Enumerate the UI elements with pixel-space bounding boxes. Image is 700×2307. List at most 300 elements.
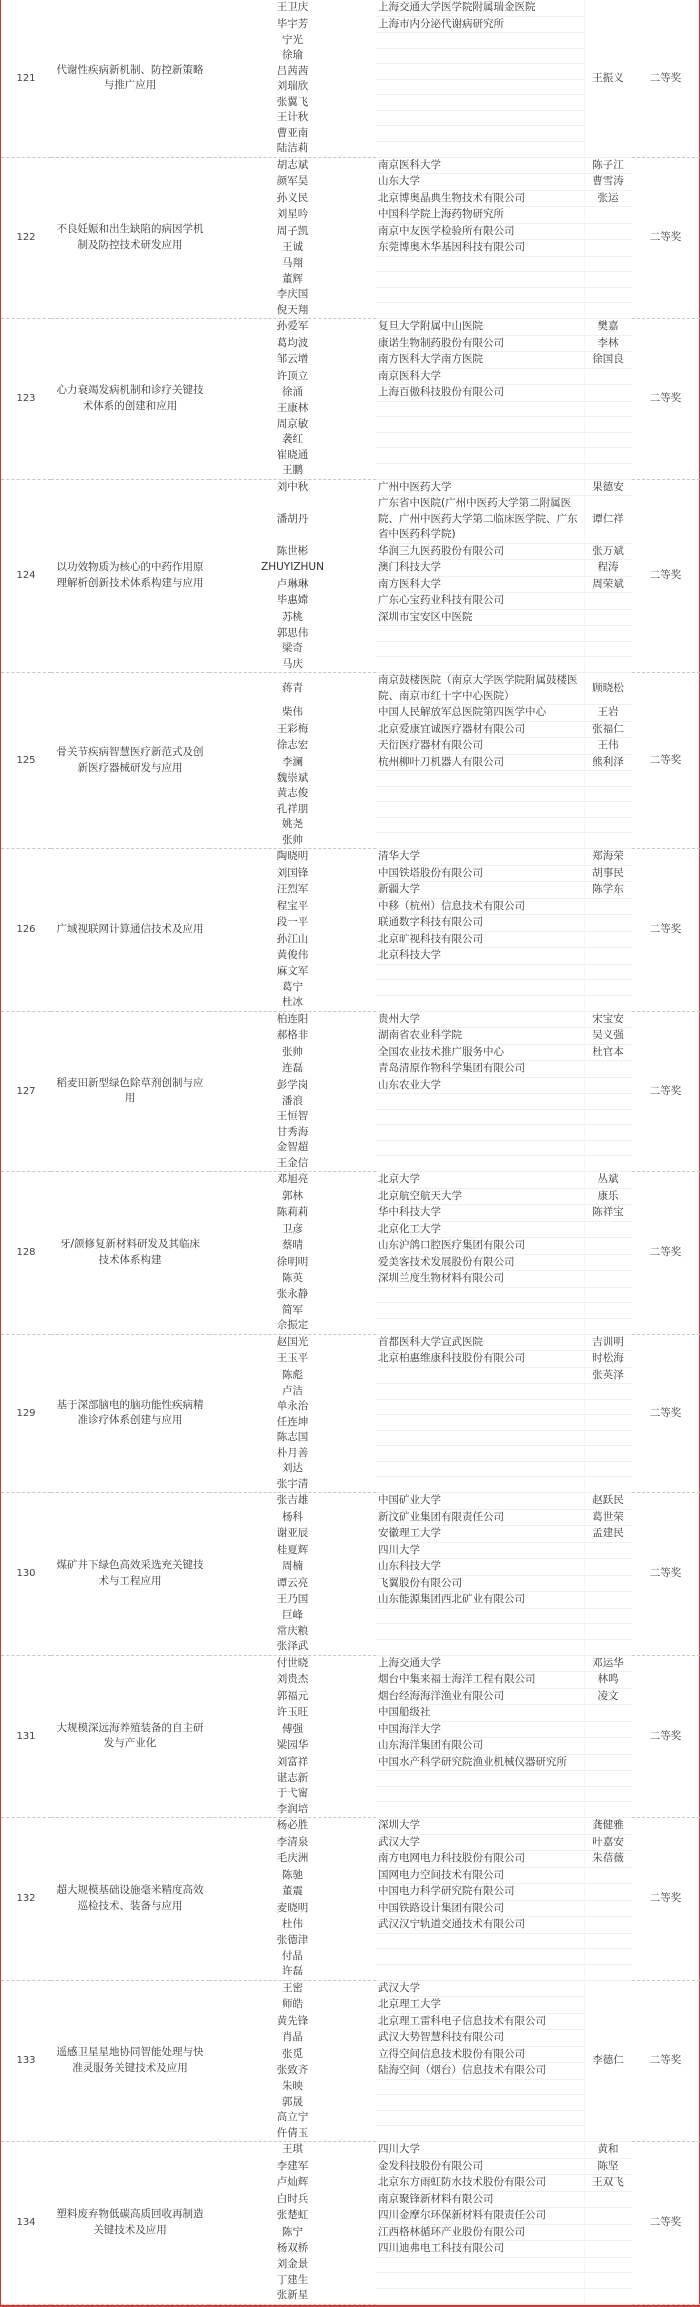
completing-unit <box>376 1384 584 1400</box>
nominator-name: 林鸣 <box>584 1672 632 1689</box>
nominator-name <box>584 1802 632 1818</box>
completing-unit: 深圳市宝安区中医院 <box>376 609 584 626</box>
completing-unit: 澳门科技大学 <box>376 560 584 577</box>
award-level: 二等奖 <box>649 2216 682 2228</box>
project-number: 125 <box>16 754 36 766</box>
completing-unit <box>376 401 584 417</box>
nominator-name: 王振义 <box>584 0 632 157</box>
completing-unit: 上海交通大学医学院附属瑞金医院 <box>376 0 584 16</box>
member-name: 陈宁 <box>282 2225 303 2238</box>
completing-unit: 中移（杭州）信息技术有限公司 <box>376 898 584 915</box>
member-name: 王鹏 <box>282 464 303 476</box>
completing-unit <box>376 626 584 642</box>
nominator-name: 孟建民 <box>584 1526 632 1543</box>
completing-unit <box>376 1318 584 1334</box>
completing-unit: 北京博奥晶典生物技术有限公司 <box>376 190 584 207</box>
member-name: 佘振定 <box>276 1319 309 1331</box>
member-name: 宁光 <box>282 33 303 46</box>
completing-unit: 武汉大学 <box>376 1981 584 1997</box>
completing-unit <box>376 1446 584 1462</box>
member-name: 付晶 <box>282 1949 303 1962</box>
member-name: 许玉旺 <box>276 1706 309 1718</box>
completing-unit: 天衍医疗器材有限公司 <box>376 738 584 755</box>
nominator-name: 谭仁祥 <box>584 496 632 544</box>
completing-unit: 烟台经海海洋渔业有限公司 <box>376 1688 584 1705</box>
nominator-name <box>584 1867 632 1884</box>
nominator-name <box>584 1140 632 1156</box>
member-name: 杨双桥 <box>276 2242 309 2254</box>
member-name: 常庆粮 <box>276 1624 309 1637</box>
nominator-name: 吉训明 <box>584 1335 632 1351</box>
member-name: 毛庆洲 <box>276 1852 309 1864</box>
nominator-name <box>584 417 632 433</box>
member-name: 张永静 <box>276 1288 309 1300</box>
nominator-name <box>584 1287 632 1303</box>
member-name: 仵倩玉 <box>276 2126 309 2139</box>
project-title: 稻麦田新型绿色除草剂创制与应用 <box>56 1076 204 1105</box>
member-name: 徐瑜 <box>282 49 303 61</box>
completing-unit: 南方电网电力科技股份有限公司 <box>376 1851 584 1868</box>
member-name: 王琪 <box>282 2143 303 2156</box>
member-name: 朱映 <box>282 2080 303 2092</box>
member-name: 于弋甯 <box>276 1787 309 1799</box>
member-name: 姚尧 <box>282 818 303 830</box>
member-name: 潘胡丹 <box>276 512 309 525</box>
member-name: 张帅 <box>282 833 303 846</box>
nominator-name <box>584 1156 632 1172</box>
nominator-name <box>584 1415 632 1431</box>
award-level: 二等奖 <box>649 1084 682 1097</box>
completing-unit: 南方医科大学南方医院 <box>376 352 584 369</box>
completing-unit: 广东心宝药业科技有限公司 <box>376 593 584 610</box>
project-number: 127 <box>16 1085 36 1097</box>
member-name: 王卫庆 <box>276 1 309 14</box>
completing-unit <box>376 287 584 303</box>
member-name: 郝格非 <box>276 1029 309 1041</box>
nominator-name <box>584 1271 632 1288</box>
completing-unit: 新疆大学 <box>376 882 584 899</box>
member-name: 王诚 <box>282 241 303 253</box>
member-name: 单永治 <box>276 1400 309 1412</box>
nominator-name <box>584 931 632 948</box>
completing-unit <box>376 141 584 157</box>
nominator-name: 陈坚 <box>584 2158 632 2175</box>
nominator-name: 张万斌 <box>584 543 632 560</box>
project-number: 128 <box>16 1247 36 1258</box>
project-number: 130 <box>16 1568 36 1579</box>
member-name: 苏桃 <box>282 610 303 623</box>
nominator-name <box>584 207 632 224</box>
nominator-name <box>584 385 632 402</box>
member-name: 董辉 <box>282 272 303 285</box>
completing-unit <box>376 256 584 272</box>
nominator-name <box>584 1964 632 1980</box>
project-title: 遥感卫星星地协同智能处理与快准灵服务关键技术及应用 <box>56 2046 204 2074</box>
nominator-name: 陈子江 <box>584 158 632 174</box>
project-title: 基于深部脑电的脑功能性疾病精准诊疗体系创建与应用 <box>56 1398 204 1427</box>
nominator-name: 叶嘉安 <box>584 1834 632 1851</box>
member-name: 袭红 <box>282 433 303 445</box>
member-name: 刘达 <box>282 1462 303 1474</box>
nominator-name: 王岩 <box>584 705 632 722</box>
award-level: 二等奖 <box>649 71 682 84</box>
completing-unit: 中国海洋大学 <box>376 1721 584 1738</box>
completing-unit <box>376 1624 584 1640</box>
completing-unit: 四川大学 <box>376 1542 584 1559</box>
member-name: 马翔 <box>282 257 303 269</box>
nominator-name <box>584 1254 632 1271</box>
completing-unit <box>376 1461 584 1477</box>
member-name: 傅强 <box>282 1722 303 1735</box>
member-name: 潘浪 <box>282 1094 303 1107</box>
completing-unit: 安徽理工大学 <box>376 1526 584 1543</box>
completing-unit <box>376 1771 584 1787</box>
completing-unit <box>376 802 584 818</box>
completing-unit: 中国铁路设计集团有限公司 <box>376 1900 584 1917</box>
completing-unit: 北京柏惠维康科技股份有限公司 <box>376 1351 584 1368</box>
member-name: 毕宇芳 <box>276 17 309 30</box>
completing-unit: 北京大学 <box>376 1172 584 1188</box>
nominator-name <box>584 256 632 272</box>
project-title: 以功效物质为核心的中药作用原理解析创新技术体系构建与应用 <box>56 561 204 589</box>
table-row <box>1 319 700 480</box>
project-title: 广域视联网计算通信技术及应用 <box>56 923 204 935</box>
nominator-name <box>584 1771 632 1787</box>
completing-unit: 山东海洋集团有限公司 <box>376 1738 584 1755</box>
project-title: 超大规模基础设施毫米精度高效巡检技术、装备与应用 <box>56 1884 204 1912</box>
completing-unit <box>376 1287 584 1303</box>
nominator-name: 郑海荣 <box>584 849 632 865</box>
project-number: 134 <box>16 2217 36 2228</box>
member-name: 蔡晴 <box>282 1239 303 1251</box>
project-number: 133 <box>16 2055 36 2066</box>
nominator-name <box>584 833 632 849</box>
nominator-name <box>584 786 632 802</box>
member-name: 巨峰 <box>282 1609 303 1621</box>
nominator-name: 赵跃民 <box>584 1493 632 1509</box>
completing-unit: 中国电力科学研究院有限公司 <box>376 1884 584 1901</box>
project-title: 大规模深远海养殖装备的自主研发与产业化 <box>56 1721 204 1750</box>
nominator-name: 周荣斌 <box>584 576 632 593</box>
member-name: 王乃国 <box>276 1593 309 1605</box>
member-name: 刘国锋 <box>276 866 309 879</box>
completing-unit: 山东能源集团西北矿业有限公司 <box>376 1592 584 1609</box>
completing-unit <box>376 2079 584 2095</box>
completing-unit <box>376 463 584 479</box>
award-level: 二等奖 <box>649 923 682 935</box>
member-name: 杨科 <box>282 1510 303 1523</box>
completing-unit <box>376 1639 584 1655</box>
nominator-name <box>584 1077 632 1094</box>
member-name: 汪烈军 <box>276 883 309 895</box>
completing-unit: 东莞博奥木华基因科技有限公司 <box>376 240 584 257</box>
project-number: 123 <box>16 393 36 404</box>
project-title: 代谢性疾病新机制、防控新策略与推广应用 <box>56 63 204 92</box>
completing-unit <box>376 2095 584 2111</box>
completing-unit <box>376 641 584 657</box>
member-name: 张新星 <box>276 2289 309 2301</box>
member-name: 肖晶 <box>282 2031 303 2043</box>
member-name: 张德津 <box>276 1934 309 1946</box>
completing-unit <box>376 1933 584 1949</box>
completing-unit <box>376 1608 584 1624</box>
member-name: 郭晟 <box>282 2095 303 2108</box>
award-level: 二等奖 <box>649 1246 682 1258</box>
member-name: 胡志斌 <box>276 158 309 171</box>
completing-unit: 中国科学院上海药物研究所 <box>376 207 584 224</box>
completing-unit: 贵州大学 <box>376 1012 584 1028</box>
member-name: 李庆国 <box>276 288 309 300</box>
completing-unit: 北京理工大学 <box>376 1997 584 2014</box>
nominator-name <box>584 2257 632 2273</box>
completing-unit: 青岛清原作物科学集团有限公司 <box>376 1061 584 1078</box>
nominator-name <box>584 641 632 657</box>
completing-unit: 南京聚锋新材料有限公司 <box>376 2191 584 2208</box>
nominator-name: 徐国良 <box>584 352 632 369</box>
member-name: 黄俊伟 <box>276 949 309 961</box>
nominator-name <box>584 1738 632 1755</box>
completing-unit <box>376 1303 584 1319</box>
completing-unit: 陆海空间（烟台）信息技术有限公司 <box>376 2063 584 2080</box>
nominator-name <box>584 1884 632 1901</box>
member-name: 张觅 <box>282 2047 303 2060</box>
award-level: 二等奖 <box>649 1567 682 1579</box>
member-name: 朴月善 <box>276 1446 309 1459</box>
completing-unit: 华中科技大学 <box>376 1205 584 1222</box>
member-name: 李清泉 <box>276 1835 309 1848</box>
completing-unit: 四川迪弗电工科技有限公司 <box>376 2241 584 2258</box>
nominator-name <box>584 1754 632 1771</box>
nominator-name: 吴义强 <box>584 1028 632 1045</box>
completing-unit <box>376 2257 584 2273</box>
nominator-name <box>584 771 632 787</box>
nominator-name: 李林 <box>584 335 632 352</box>
completing-unit <box>376 1964 584 1980</box>
nominator-name: 樊嘉 <box>584 319 632 335</box>
completing-unit <box>376 786 584 802</box>
completing-unit: 广州中医药大学 <box>376 480 584 496</box>
project-title: 煤矿井下绿色高效采选充关键技术与工程应用 <box>56 1559 204 1587</box>
nominator-name <box>584 1384 632 1400</box>
completing-unit: 爱美客技术发展股份有限公司 <box>376 1254 584 1271</box>
completing-unit: 南京中友医学检验所有限公司 <box>376 223 584 240</box>
nominator-name <box>584 948 632 965</box>
table-row <box>1 1172 700 1335</box>
member-name: 卢灿辉 <box>276 2176 309 2188</box>
completing-unit <box>376 417 584 433</box>
completing-unit: 中国船级社 <box>376 1705 584 1722</box>
award-level: 二等奖 <box>649 392 682 404</box>
member-name: 马庆 <box>282 657 303 670</box>
completing-unit: 康诺生物制药股份有限公司 <box>376 335 584 352</box>
completing-unit <box>376 833 584 849</box>
nominator-name <box>584 272 632 288</box>
nominator-name <box>584 1721 632 1738</box>
member-name: 谌志新 <box>276 1771 309 1784</box>
nominator-name: 王伟 <box>584 738 632 755</box>
nominator-name <box>584 240 632 257</box>
completing-unit <box>376 2110 584 2126</box>
completing-unit <box>376 1802 584 1818</box>
nominator-name: 顾晓松 <box>584 673 632 705</box>
completing-unit: 武汉大学 <box>376 1834 584 1851</box>
member-name: 孙义民 <box>276 191 309 204</box>
completing-unit <box>376 980 584 996</box>
nominator-name <box>584 1639 632 1655</box>
completing-unit <box>376 1786 584 1802</box>
member-name: 葛均波 <box>276 336 309 349</box>
member-name: 陈驰 <box>282 1868 303 1881</box>
member-name: 卫彦 <box>282 1222 303 1235</box>
member-name: 任连坤 <box>276 1415 309 1428</box>
project-number: 129 <box>16 1407 36 1419</box>
completing-unit: 上海市内分泌代谢病研究所 <box>376 16 584 33</box>
member-name: 张楚虹 <box>276 2209 309 2221</box>
completing-unit: 山东大学 <box>376 174 584 191</box>
member-name: 刘金景 <box>276 2258 309 2270</box>
completing-unit: 南京医科大学 <box>376 158 584 174</box>
nominator-name: 果德安 <box>584 480 632 496</box>
completing-unit: 首都医科大学宣武医院 <box>376 1335 584 1351</box>
member-name: 陈莉莉 <box>276 1206 309 1218</box>
member-name: 梁奇 <box>282 642 303 654</box>
nominator-name <box>584 626 632 642</box>
member-name: 白时兵 <box>276 2192 309 2205</box>
nominator-name <box>584 2241 632 2258</box>
nominator-name <box>584 2288 632 2304</box>
completing-unit: 中国人民解放军总医院第四医学中心 <box>376 705 584 722</box>
nominator-name: 邓运华 <box>584 1656 632 1672</box>
nominator-name: 曹雪涛 <box>584 174 632 191</box>
member-name: 陶晓明 <box>276 850 309 863</box>
completing-unit <box>376 1140 584 1156</box>
member-name: 简军 <box>282 1303 303 1316</box>
completing-unit: 新汶矿业集团有限责任公司 <box>376 1509 584 1526</box>
award-level: 二等奖 <box>649 231 682 243</box>
member-name: 麦晓明 <box>276 1901 309 1914</box>
nominator-name <box>584 1303 632 1319</box>
member-name: 张翼飞 <box>276 95 309 108</box>
nominator-name <box>584 802 632 818</box>
nominator-name <box>584 1624 632 1640</box>
member-name: 丁建生 <box>276 2273 309 2286</box>
nominator-name <box>584 593 632 610</box>
member-name: 刘中秋 <box>276 480 309 493</box>
completing-unit: 江西格林循环产业股份有限公司 <box>376 2224 584 2241</box>
completing-unit <box>376 1367 584 1384</box>
member-name: 付世晓 <box>276 1656 309 1669</box>
member-name: 陆洁莉 <box>276 142 309 154</box>
nominator-name <box>584 463 632 479</box>
member-name: 李建军 <box>276 2159 309 2172</box>
award-level: 二等奖 <box>649 2054 682 2066</box>
project-title: 塑料废弃物低碳高质回收再制造关键技术及应用 <box>56 2208 204 2236</box>
member-name: 孙江山 <box>276 932 309 945</box>
nominator-name: 陈祥宝 <box>584 1205 632 1222</box>
member-name: 陈英 <box>282 1272 303 1284</box>
nominator-name <box>584 448 632 464</box>
completing-unit <box>376 817 584 833</box>
nominator-name: 时松海 <box>584 1351 632 1368</box>
completing-unit <box>376 964 584 980</box>
completing-unit <box>376 1477 584 1493</box>
member-name: 甘秀海 <box>276 1125 309 1138</box>
completing-unit <box>376 48 584 64</box>
completing-unit <box>376 657 584 673</box>
nominator-name: 程涛 <box>584 560 632 577</box>
nominator-name <box>584 1786 632 1802</box>
nominator-name: 杜官本 <box>584 1044 632 1061</box>
nominator-name: 熊利泽 <box>584 754 632 771</box>
member-name: 颜军昊 <box>276 175 309 187</box>
member-name: 杜冰 <box>282 996 303 1008</box>
nominator-name <box>584 609 632 626</box>
completing-unit: 华润三九医药股份有限公司 <box>376 543 584 560</box>
completing-unit: 南京医科大学 <box>376 368 584 385</box>
nominator-name <box>584 1575 632 1592</box>
table-row <box>1 1012 700 1173</box>
nominator-name <box>584 1109 632 1125</box>
nominator-name <box>584 303 632 319</box>
completing-unit: 北京航空航天大学 <box>376 1188 584 1205</box>
completing-unit: 南方医科大学 <box>376 576 584 593</box>
project-number: 124 <box>16 570 36 581</box>
member-name: 柏连阳 <box>276 1012 309 1025</box>
member-name: 柴伟 <box>282 706 303 718</box>
completing-unit: 武汉汉宁轨道交通技术有限公司 <box>376 1917 584 1934</box>
table-row <box>1 673 700 849</box>
award-level: 二等奖 <box>649 1892 682 1904</box>
award-level: 二等奖 <box>649 753 682 766</box>
member-name: 张致齐 <box>276 2064 309 2076</box>
award-level: 二等奖 <box>649 569 682 581</box>
project-title: 心力衰竭发病机制和诊疗关键技术体系的创建和应用 <box>56 384 204 412</box>
table-row <box>1 480 700 674</box>
member-name: 吕茜茜 <box>276 64 309 77</box>
member-name: 梁园华 <box>276 1739 309 1751</box>
member-name: 刘瑞欣 <box>276 80 309 92</box>
completing-unit <box>376 432 584 448</box>
nominator-name <box>584 1221 632 1238</box>
member-name: 谢亚辰 <box>276 1527 309 1539</box>
member-name: 高立宁 <box>276 2111 309 2123</box>
project-title: 骨关节疾病智慧医疗新范式及创新医疗器械研发与应用 <box>56 746 204 774</box>
completing-unit <box>376 2126 584 2142</box>
nominator-name <box>584 223 632 240</box>
member-name: 王康林 <box>276 402 309 414</box>
award-level: 二等奖 <box>649 1406 682 1419</box>
completing-unit: 北京爱康宜诚医疗器材有限公司 <box>376 721 584 738</box>
nominator-name: 丛斌 <box>584 1172 632 1188</box>
completing-unit <box>376 1399 584 1415</box>
nominator-name <box>584 1238 632 1255</box>
member-name: 刘贵杰 <box>276 1673 309 1685</box>
completing-unit: 飞翼股份有限公司 <box>376 1575 584 1592</box>
project-number: 122 <box>16 232 36 243</box>
member-name: 邹云增 <box>276 353 309 365</box>
completing-unit: 全国农业技术推广服务中心 <box>376 1044 584 1061</box>
nominator-name: 朱蓓薇 <box>584 1851 632 1868</box>
completing-unit: 烟台中集来福士海洋工程有限公司 <box>376 1672 584 1689</box>
nominator-name <box>584 1608 632 1624</box>
member-name: ZHUYIZHUN <box>261 561 324 573</box>
member-name: 王密 <box>282 1981 303 1994</box>
nominator-name <box>584 1705 632 1722</box>
member-name: 魏崇斌 <box>276 771 309 784</box>
completing-unit: 北京东方雨虹防水技术股份有限公司 <box>376 2175 584 2192</box>
table-row <box>1 1981 700 2143</box>
member-name: 杨必胜 <box>276 1819 309 1832</box>
